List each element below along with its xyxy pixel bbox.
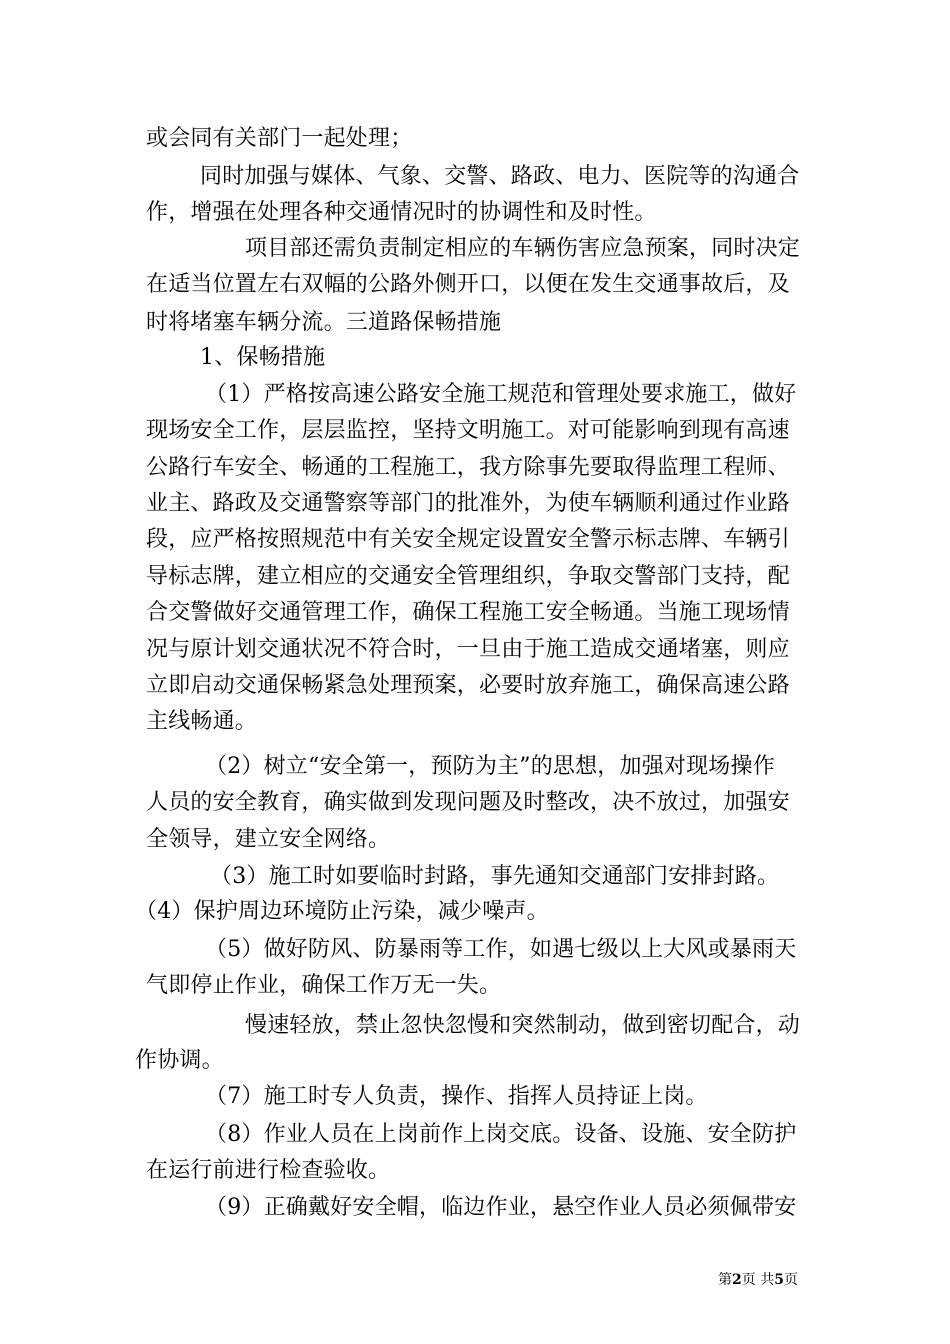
text-line: 主线畅通。	[146, 709, 258, 734]
text-line: （4）保护周边环境防止污染，减少噪声。	[135, 899, 549, 924]
text-line: 况与原计划交通状况不符合时，一旦由于施工造成交通堵塞，则应	[146, 637, 790, 662]
text-line: 全领导，建立安全网络。	[146, 827, 391, 852]
text-line: 段，应严格按照规范中有关安全规定设置安全警示标志牌、车辆引	[146, 527, 790, 552]
text-line: （2）树立“安全第一，预防为主”的思想，加强对现场操作	[205, 754, 775, 779]
text-line: （5）做好防风、防暴雨等工作，如遇七级以上大风或暴雨天	[205, 937, 797, 962]
text-line: 公路行车安全、畅通的工程施工，我方除事先要取得监理工程师、	[146, 455, 790, 480]
text-line: 立即启动交通保畅紧急处理预案，必要时放弃施工，确保高速公路	[146, 673, 790, 698]
text-line: （9）正确戴好安全帽，临边作业，悬空作业人员必须佩带安	[205, 1195, 797, 1220]
footer-prefix: 第	[718, 1272, 732, 1288]
text-line: （3）施工时如要临时封路，事先通知交通部门安排封路。	[210, 864, 780, 889]
total-pages-number: 5	[774, 1272, 784, 1288]
text-line: 气即停止作业，确保工作万无一失。	[146, 973, 502, 998]
text-line: （8）作业人员在上岗前作上岗交底。设备、设施、安全防护	[205, 1122, 797, 1147]
footer-middle: 页 共	[741, 1272, 775, 1288]
text-line: （1）严格按高速公路安全施工规范和管理处要求施工，做好	[205, 382, 797, 407]
page-footer	[718, 1271, 798, 1289]
text-line: 在适当位置左右双幅的公路外侧开口，以便在发生交通事故后，及	[146, 272, 790, 297]
footer-suffix: 页	[783, 1272, 798, 1288]
text-line: 业主、路政及交通警察等部门的批准外，为使车辆顺利通过作业路	[146, 491, 790, 516]
text-line: 现场安全工作，层层监控，坚持文明施工。对可能影响到现有高速	[146, 418, 790, 443]
text-line: 慢速轻放，禁止忽快忽慢和突然制动，做到密切配合，动	[245, 1013, 801, 1038]
text-line: 作协调。	[135, 1048, 224, 1073]
text-line: 合交警做好交通管理工作，确保工程施工安全畅通。当施工现场情	[146, 600, 790, 625]
text-line: 项目部还需负责制定相应的车辆伤害应急预案，同时决定	[245, 236, 801, 261]
text-line: 在运行前进行检查验收。	[146, 1158, 391, 1183]
text-line: 时将堵塞车辆分流。三道路保畅措施	[146, 310, 502, 335]
text-line: 同时加强与媒体、气象、交警、路政、电力、医院等的沟通合	[200, 164, 800, 189]
text-line: 1、保畅措施	[200, 345, 326, 370]
text-line: （7）施工时专人负责，操作、指挥人员持证上岗。	[205, 1084, 708, 1109]
text-line: 作，增强在处理各种交通情况时的协调性和及时性。	[146, 200, 657, 225]
current-page-number: 2	[732, 1272, 742, 1288]
text-line: 人员的安全教育，确实做到发现问题及时整改，决不放过，加强安	[146, 790, 790, 815]
text-line: 或会同有关部门一起处理；	[146, 126, 413, 151]
text-line: 导标志牌，建立相应的交通安全管理组织，争取交警部门支持，配	[146, 564, 790, 589]
